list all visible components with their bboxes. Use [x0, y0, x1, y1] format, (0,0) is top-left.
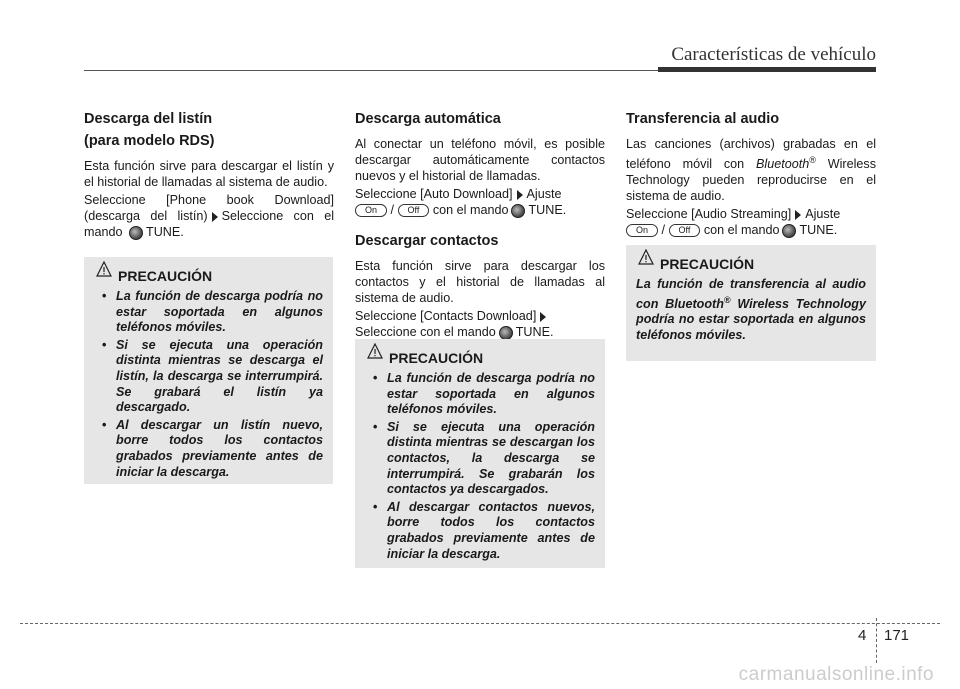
tune-knob-icon — [782, 224, 796, 238]
tune-knob-icon — [129, 226, 143, 240]
caution-box — [626, 245, 876, 361]
caution-box — [84, 257, 333, 484]
header-rule-accent — [658, 67, 876, 72]
caution-item: • Si se ejecuta una operación distinta mientras se descargan los contactos, la descarga se interrumpirá. Se grabarán los contactos ya descargados. — [387, 420, 595, 498]
on-badge: On — [626, 224, 658, 237]
tune-knob-icon — [499, 326, 513, 340]
warning-icon — [638, 249, 654, 265]
page-separator — [876, 618, 877, 663]
paragraph: Seleccione [Audio Streaming] Ajuste On / Off con el mando TUNE. — [626, 207, 841, 238]
caution-item: • Si se ejecuta una operación distinta mientras se descarga el listín, la descarga se interrumpirá. Se grabará el listín ya descargado. — [116, 338, 323, 416]
warning-icon — [367, 343, 383, 359]
paragraph: Esta función sirve para descargar los contactos y el historial de llamadas al sistema de audio. — [355, 259, 605, 305]
caution-item: • Al descargar un listín nuevo, borre todos los contactos grabados previamente antes de iniciar la descarga. — [116, 418, 323, 480]
chapter-number: 4 — [858, 627, 867, 644]
footer-rule — [20, 623, 940, 624]
caution-item: • La función de descarga podría no estar soportada en algunos teléfonos móviles. — [116, 289, 323, 336]
warning-icon — [96, 261, 112, 277]
tune-knob-icon — [511, 204, 525, 218]
column-1 — [84, 108, 334, 242]
caution-box — [355, 339, 605, 568]
caution-item: • Al descargar contactos nuevos, borre todos los contactos grabados previamente antes de iniciar la descarga. — [387, 500, 595, 562]
paragraph: Seleccione [Contacts Download] Seleccione con el mando TUNE. — [355, 309, 554, 339]
paragraph: Esta función sirve para descargar el listín y el historial de llamadas al sistema de audio. — [84, 159, 334, 189]
paragraph: Las canciones (archivos) grabadas en el teléfono móvil con Bluetooth® Wireless Technology pueden reproducirse en el sistema de audio. — [626, 137, 877, 204]
column-2 — [355, 108, 605, 342]
on-badge: On — [355, 204, 387, 217]
off-badge: Off — [669, 224, 701, 237]
paragraph: Al conectar un teléfono móvil, es posible descargar automáticamente contactos nuevos y el historial de llamadas. — [355, 137, 605, 183]
watermark: carmanualsonline.info — [738, 664, 934, 685]
section-heading: Descarga automática — [355, 111, 501, 127]
page-number: 171 — [884, 627, 910, 644]
caution-item: • La función de descarga podría no estar soportada en algunos teléfonos móviles. — [387, 371, 595, 418]
arrow-right-icon — [795, 210, 801, 220]
caution-title: PRECAUCIÓN — [654, 255, 866, 273]
section-heading: Transferencia al audio — [626, 111, 780, 127]
caution-title: PRECAUCIÓN — [383, 349, 595, 367]
caution-text: La función de transferencia al audio con Bluetooth® Wireless Technology podría no estar soportada en algunos teléfonos móviles. — [636, 277, 867, 342]
header-title: Características de vehículo — [671, 44, 876, 65]
column-3 — [626, 108, 876, 240]
paragraph: Seleccione [Phone book Download] (descarga del listín) Seleccione con el mando TUNE. — [84, 193, 334, 239]
off-badge: Off — [398, 204, 430, 217]
section-heading: Descarga del listín (para modelo RDS) — [84, 111, 215, 149]
arrow-right-icon — [540, 312, 546, 322]
arrow-right-icon — [517, 190, 523, 200]
section-heading: Descargar contactos — [355, 233, 499, 249]
caution-title: PRECAUCIÓN — [112, 267, 323, 285]
arrow-right-icon — [212, 212, 218, 222]
paragraph: Seleccione [Auto Download] Ajuste On / Off con el mando TUNE. — [355, 187, 567, 217]
